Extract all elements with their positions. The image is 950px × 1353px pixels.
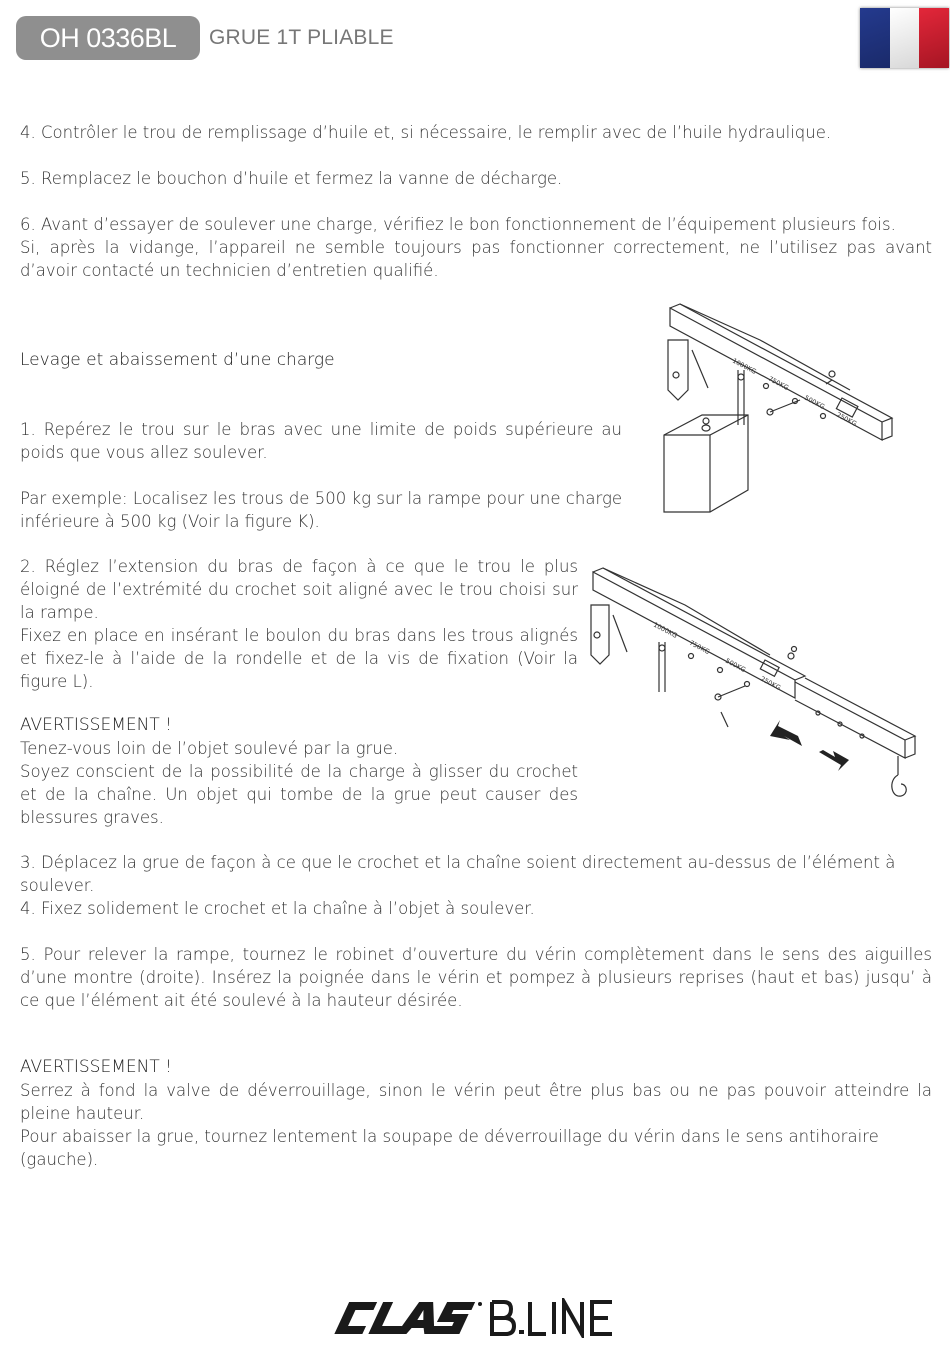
figure-k-crane-arm [620, 300, 900, 525]
figure-k-label-250: 250KG [835, 410, 858, 428]
warning-1-line-2: Soyez conscient de la possibilité de la charge à glisser du crochet et de la chaîne. Un objet qui tombe de la grue peut causer des blessures graves. [20, 762, 578, 827]
product-title: GRUE 1T PLIABLE [209, 26, 394, 49]
figure-l-label-250: 250KG [759, 674, 782, 692]
warning-1-title: AVERTISSEMENT ! [20, 715, 172, 735]
step-1: 1. Repérez le trou sur le bras avec une limite de poids supérieure au poids que vous allez soulever. [20, 420, 622, 462]
french-flag-icon [860, 8, 949, 68]
figure-l-label-1000: 1000KG [652, 620, 679, 640]
warning-2-line-2: Pour abaisser la grue, tournez lentement la soupape de déverrouillage du vérin dans le sens antihoraire (gauche). [20, 1127, 879, 1169]
figure-l-label-750: 750KG [688, 638, 711, 656]
warning-2-title: AVERTISSEMENT ! [20, 1057, 172, 1077]
clas-bline-logo [330, 1298, 622, 1338]
section-heading: Levage et abaissement d’une charge [20, 350, 335, 370]
warning-2-line-1: Serrez à fond la valve de déverrouillage, sinon le vérin peut être plus bas ou ne pas pouvoir atteindre la pleine hauteur. [20, 1081, 932, 1123]
step-6-note: Si, après la vidange, l’appareil ne semble toujours pas fonctionner correctement, ne l’utilisez pas avant d’avoir contacté un technicien d’entretien qualifié. [20, 238, 932, 280]
figure-k-label-750: 750KG [767, 374, 790, 392]
step-4: 4. Fixez solidement le crochet et la chaîne à l’objet à soulever. [20, 899, 535, 918]
step-4-top: 4. Contrôler le trou de remplissage d’huile et, si nécessaire, le remplir avec de l’huile hydraulique. [20, 123, 832, 142]
warning-1-line-1: Tenez-vous loin de l’objet soulevé par la grue. [20, 739, 399, 758]
example-text: Par exemple: Localisez les trous de 500 kg sur la rampe pour une charge inférieure à 500 kg (Voir la figure K). [20, 489, 622, 531]
step-2: 2. Réglez l’extension du bras de façon à ce que le trou le plus éloigné de l’extrémité du crochet soit aligné avec le trou choisi sur la rampe. [20, 557, 578, 622]
step-3: 3. Déplacez la grue de façon à ce que le crochet et la chaîne soient directement au-dessus de l’élément à soulever. [20, 853, 896, 895]
fix-text: Fixez en place en insérant le boulon du bras dans les trous alignés et fixez-le à l’aide de la rondelle et de la vis de fixation (Voir la figure L). [20, 626, 578, 691]
step-5: 5. Pour relever la rampe, tournez le robinet d’ouverture du vérin complètement dans le sens des aiguilles d’une montre (droite). Insérez la poignée dans le vérin et pompez à plusieurs reprises (haut et bas) jusqu’ à ce que l’élément ait été soulevé à la hauteur désirée. [20, 945, 932, 1010]
figure-k-label-500: 500KG [803, 393, 826, 411]
figure-k-label-1000: 1000KG [731, 356, 758, 376]
figure-l-label-500: 500KG [724, 656, 747, 674]
figure-l-crane-arm [585, 560, 920, 810]
product-code-badge: OH 0336BL [16, 16, 200, 60]
step-6-top: 6. Avant d’essayer de soulever une charge, vérifiez le bon fonctionnement de l’équipement plusieurs fois. [20, 215, 896, 234]
step-5-top: 5. Remplacez le bouchon d’huile et fermez la vanne de décharge. [20, 169, 563, 188]
